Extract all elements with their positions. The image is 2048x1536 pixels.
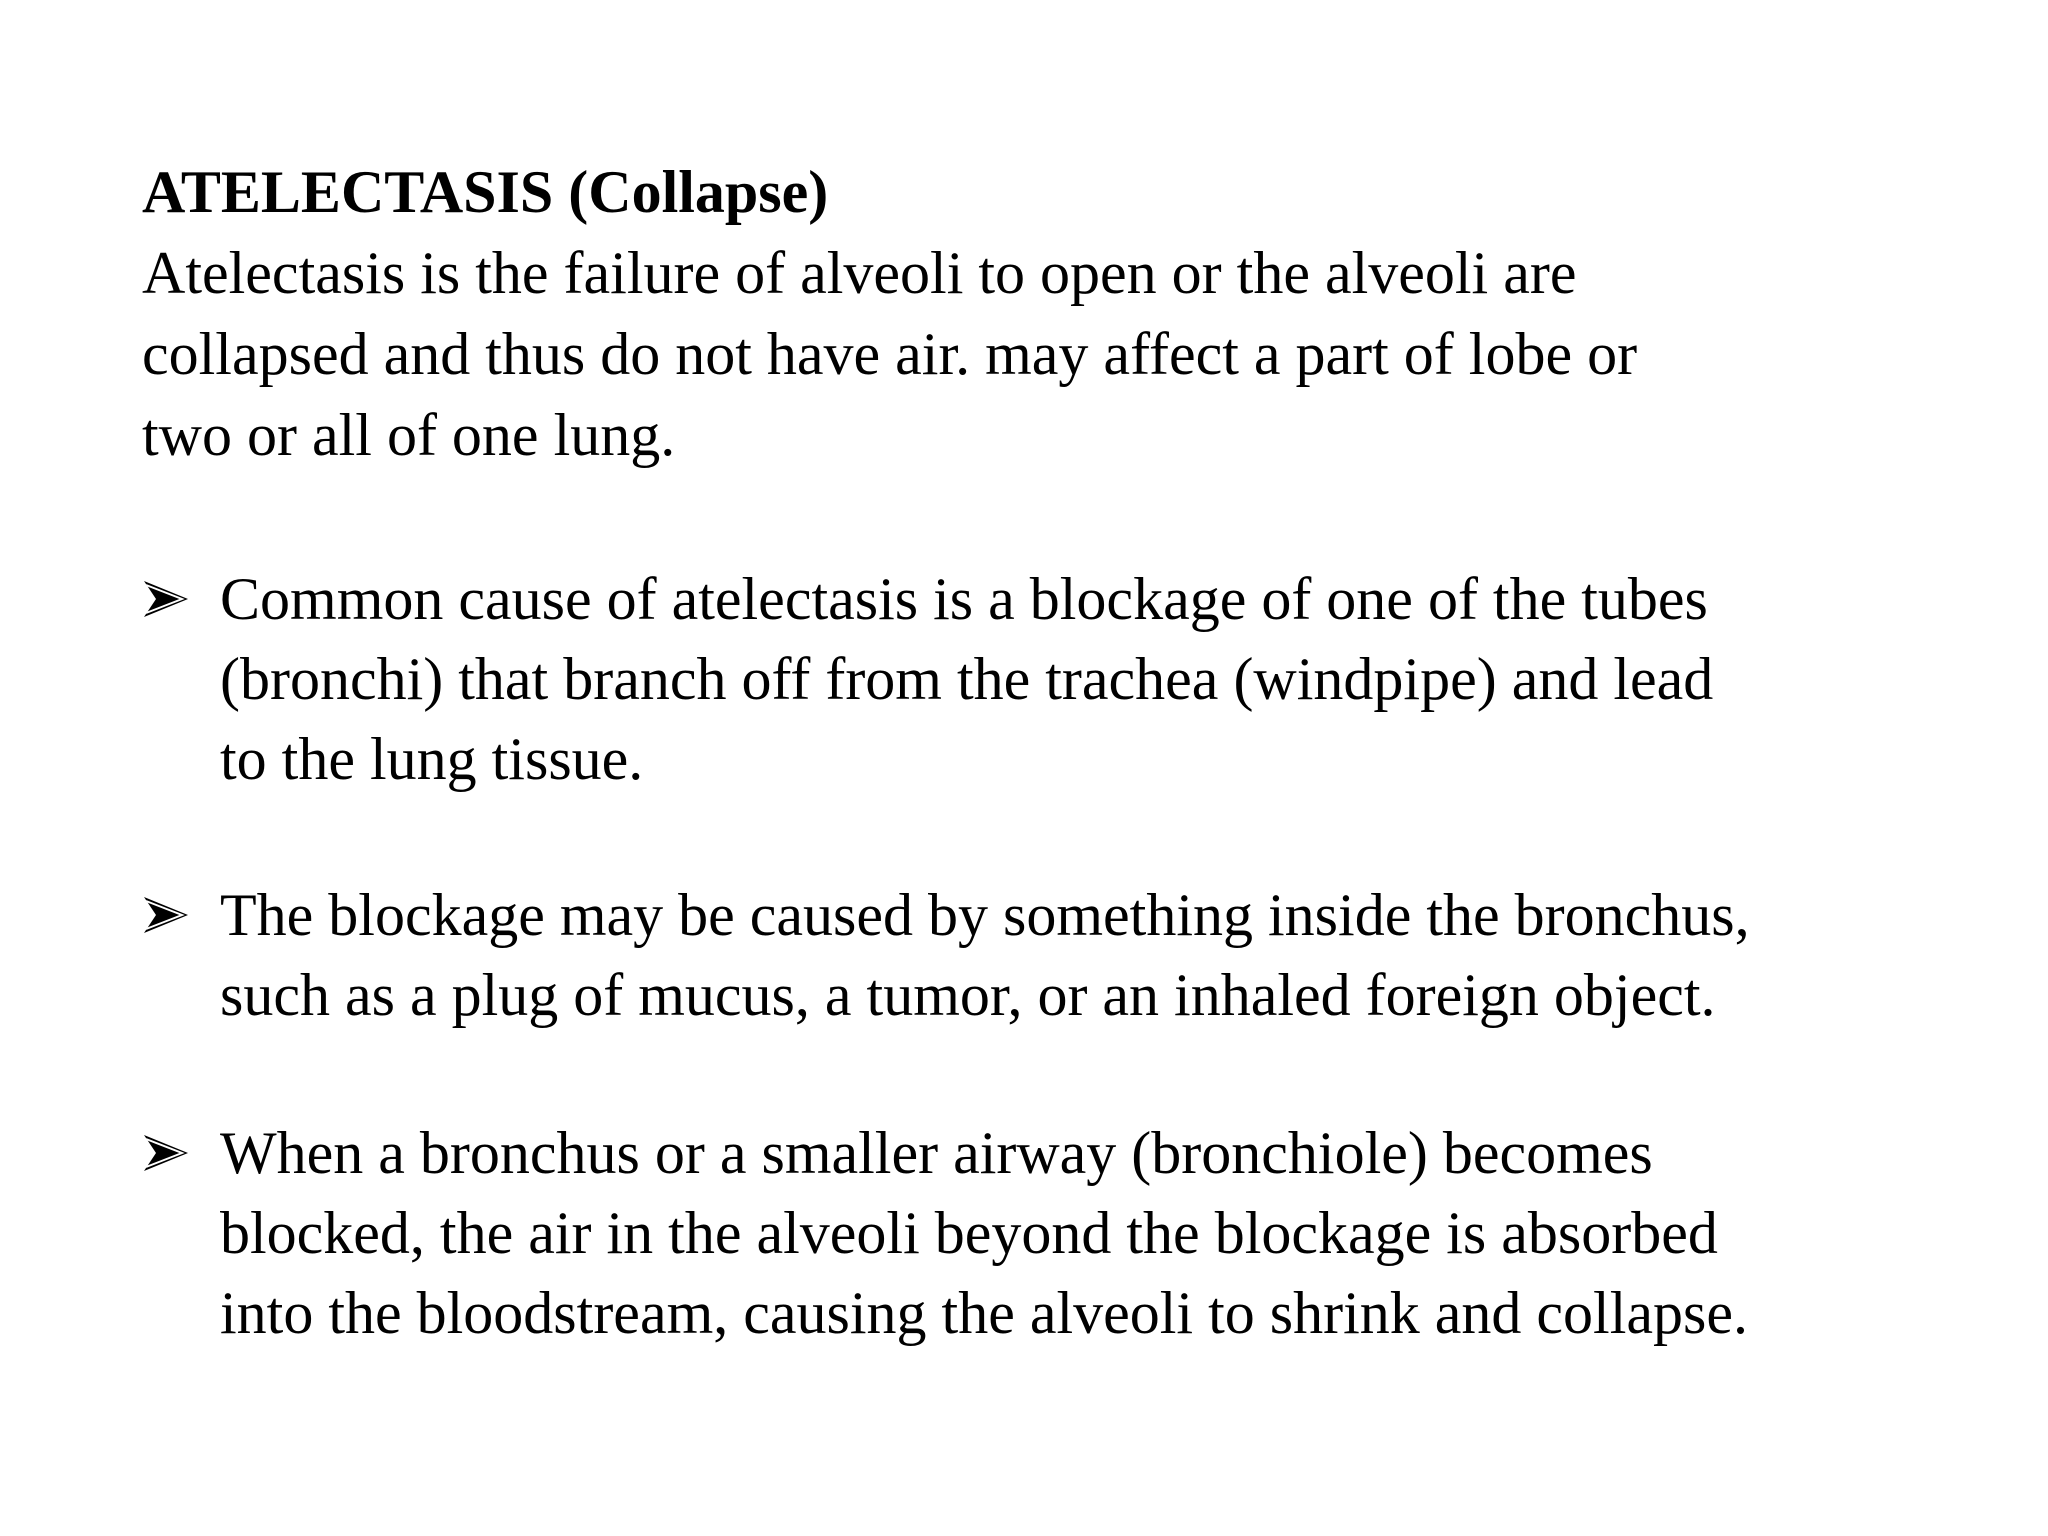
slide-content: [142, 152, 1962, 1353]
intro-line: two or all of one lung.: [142, 402, 676, 468]
bullet-line: to the lung tissue.: [220, 726, 644, 792]
bullet-item: [142, 875, 1962, 1035]
bullet-line: into the bloodstream, causing the alveoli to shrink and collapse.: [220, 1280, 1748, 1346]
arrowhead-bullet-icon: [142, 579, 190, 619]
bullet-list: [142, 559, 1962, 1353]
slide-title: ATELECTASIS (Collapse): [142, 159, 829, 225]
bullet-item: [142, 559, 1962, 799]
intro-paragraph: [142, 233, 1962, 476]
bullet-line: blocked, the air in the alveoli beyond the blockage is absorbed: [220, 1200, 1718, 1266]
intro-line: Atelectasis is the failure of alveoli to open or the alveoli are: [142, 240, 1577, 306]
bullet-line: such as a plug of mucus, a tumor, or an inhaled foreign object.: [220, 962, 1716, 1028]
intro-line: collapsed and thus do not have air. may affect a part of lobe or: [142, 321, 1638, 387]
bullet-line: When a bronchus or a smaller airway (bronchiole) becomes: [220, 1120, 1653, 1186]
arrowhead-bullet-icon: [142, 1133, 190, 1173]
bullet-line: (bronchi) that branch off from the trachea (windpipe) and lead: [220, 646, 1714, 712]
bullet-item: [142, 1113, 1962, 1353]
bullet-line: Common cause of atelectasis is a blockage of one of the tubes: [220, 566, 1708, 632]
bullet-line: The blockage may be caused by something inside the bronchus,: [220, 882, 1750, 948]
arrowhead-bullet-icon: [142, 895, 190, 935]
